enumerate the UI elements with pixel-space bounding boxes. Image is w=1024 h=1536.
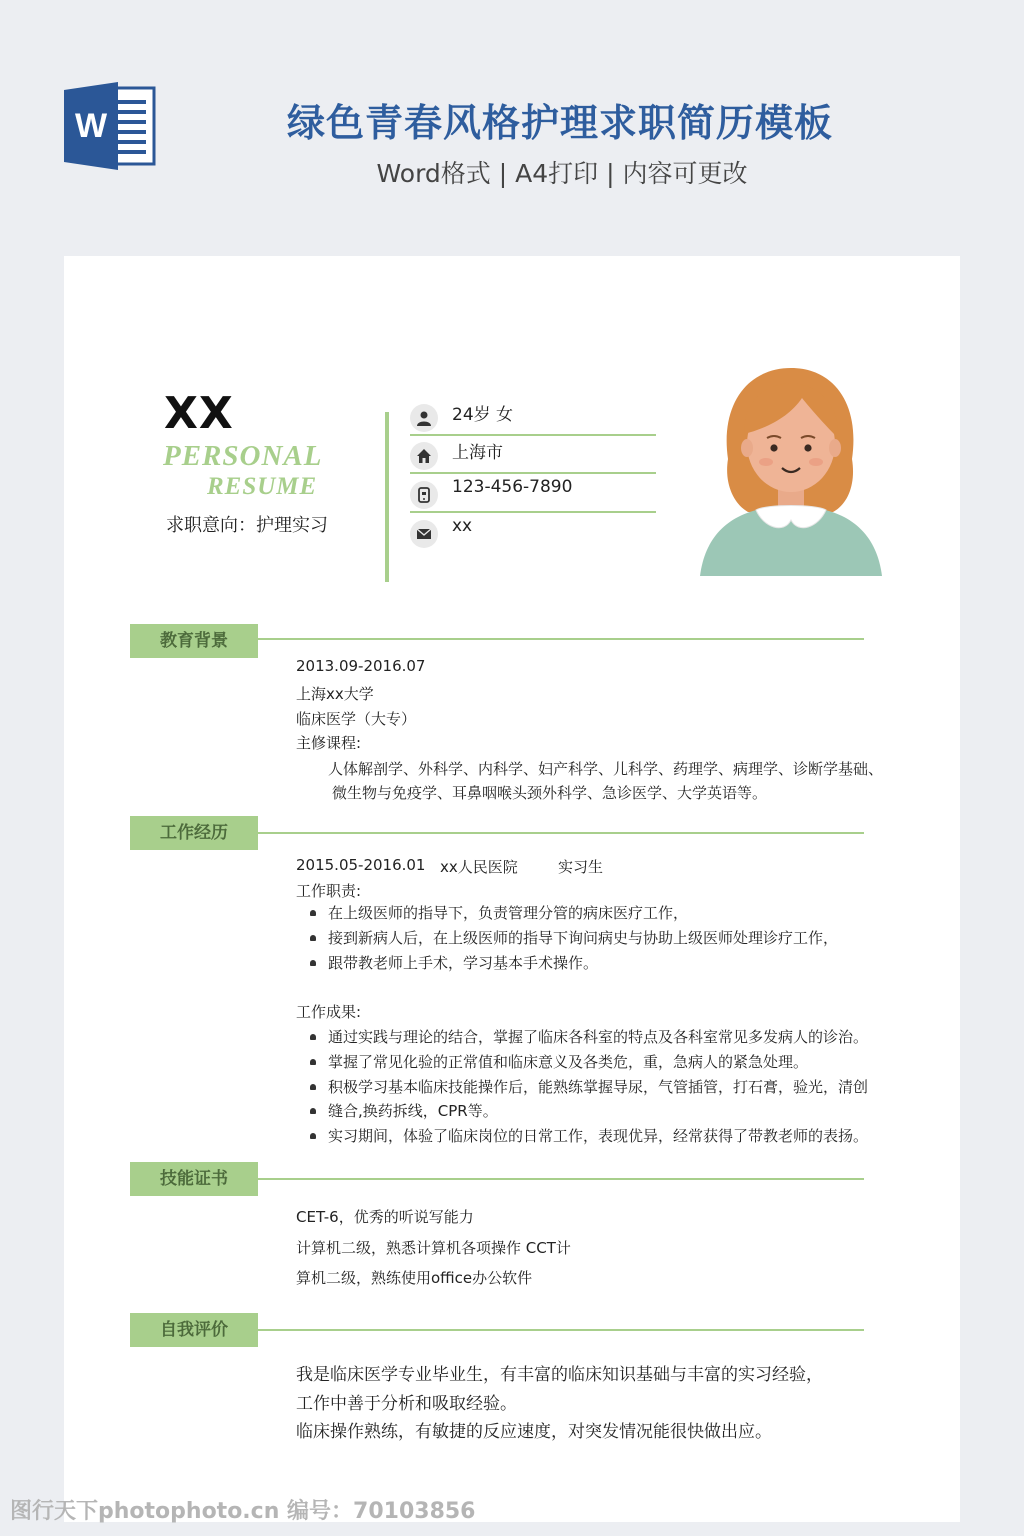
word-logo-letter: W [74, 107, 108, 145]
list-item: 接到新病人后，在上级医师的指导下询问病史与协助上级医师处理诊疗工作， [308, 927, 838, 952]
personal-label: PERSONAL [163, 440, 323, 472]
list-item: 实习期间，体验了临床岗位的日常工作，表现优异，经常获得了带教老师的表扬。 [308, 1125, 868, 1150]
candidate-name: XX [164, 388, 234, 439]
page-title: 绿色青春风格护理求职简历模板 [286, 101, 833, 145]
education-major: 临床医学（大专） [296, 710, 417, 728]
section-work-heading: 工作经历 [130, 816, 258, 850]
word-logo-icon [64, 82, 156, 170]
skill-item: 计算机二级，熟悉计算机各项操作 CCT计 [296, 1239, 571, 1257]
resume-label: RESUME [207, 473, 318, 500]
page-subtitle: Word格式 | A4打印 | 内容可更改 [376, 159, 748, 188]
evaluation-line: 临床操作熟练，有敏捷的反应速度，对突发情况能很快做出应。 [296, 1422, 772, 1442]
info-row-phone [410, 475, 656, 513]
job-intent: 求职意向：护理实习 [166, 515, 328, 536]
education-courses-line: 微生物与免疫学、耳鼻咽喉头颈外科学、急诊医学、大学英语等。 [332, 784, 768, 802]
list-item: 通过实践与理论的结合，掌握了临床各科室的特点及各科室常见多发病人的诊治。 [308, 1026, 868, 1051]
section-divider [258, 1329, 864, 1331]
work-role: 实习生 [558, 858, 604, 876]
watermark-text: 图行天下photophoto.cn 编号：70103856 [10, 1499, 476, 1524]
section-education-heading: 教育背景 [130, 624, 258, 658]
city-text: 上海市 [452, 443, 503, 463]
email-text: xx [452, 516, 473, 536]
skill-item: CET-6，优秀的听说写能力 [296, 1208, 474, 1226]
education-courses-line: 人体解剖学、外科学、内科学、妇产科学、儿科学、药理学、病理学、诊断学基础、 [328, 760, 884, 778]
evaluation-line: 我是临床医学专业毕业生，有丰富的临床知识基础与丰富的实习经验， [296, 1365, 823, 1385]
age-gender-text: 24岁 女 [452, 405, 514, 425]
home-icon [410, 442, 438, 470]
vertical-divider [385, 412, 389, 582]
list-item: 掌握了常见化验的正常值和临床意义及各类危，重，急病人的紧急处理。 [308, 1051, 868, 1076]
list-item: 跟带教老师上手术，学习基本手术操作。 [308, 952, 838, 977]
work-results-list [308, 1026, 868, 1150]
evaluation-line: 工作中善于分析和吸取经验。 [296, 1394, 517, 1414]
info-row-city [410, 436, 656, 474]
education-school: 上海xx大学 [296, 685, 374, 703]
skill-item: 算机二级，熟练使用office办公软件 [296, 1269, 533, 1287]
phone-icon [410, 481, 438, 509]
info-row-age [410, 398, 656, 436]
info-underline [410, 472, 656, 474]
avatar-illustration [698, 364, 884, 578]
work-results-label: 工作成果: [296, 1003, 362, 1021]
section-divider [258, 1178, 864, 1180]
work-duties-list [308, 902, 838, 976]
info-row-email [410, 514, 656, 546]
phone-text: 123-456-7890 [452, 477, 573, 497]
work-period: 2015.05-2016.01 [296, 856, 426, 874]
education-courses-label: 主修课程: [296, 734, 362, 752]
person-icon [410, 404, 438, 432]
work-company: xx人民医院 [440, 858, 518, 876]
mail-icon [410, 520, 438, 548]
list-item: 在上级医师的指导下，负责管理分管的病床医疗工作， [308, 902, 838, 927]
education-period: 2013.09-2016.07 [296, 657, 426, 675]
section-divider [258, 638, 864, 640]
list-item: 积极学习基本临床技能操作后，能熟练掌握导尿，气管插管，打石膏，验光，清创 [308, 1076, 868, 1101]
work-duties-label: 工作职责: [296, 882, 362, 900]
section-divider [258, 832, 864, 834]
info-underline [410, 511, 656, 513]
section-skills-heading: 技能证书 [130, 1162, 258, 1196]
section-evaluation-heading: 自我评价 [130, 1313, 258, 1347]
list-item: 缝合,换药拆线，CPR等。 [308, 1100, 868, 1125]
